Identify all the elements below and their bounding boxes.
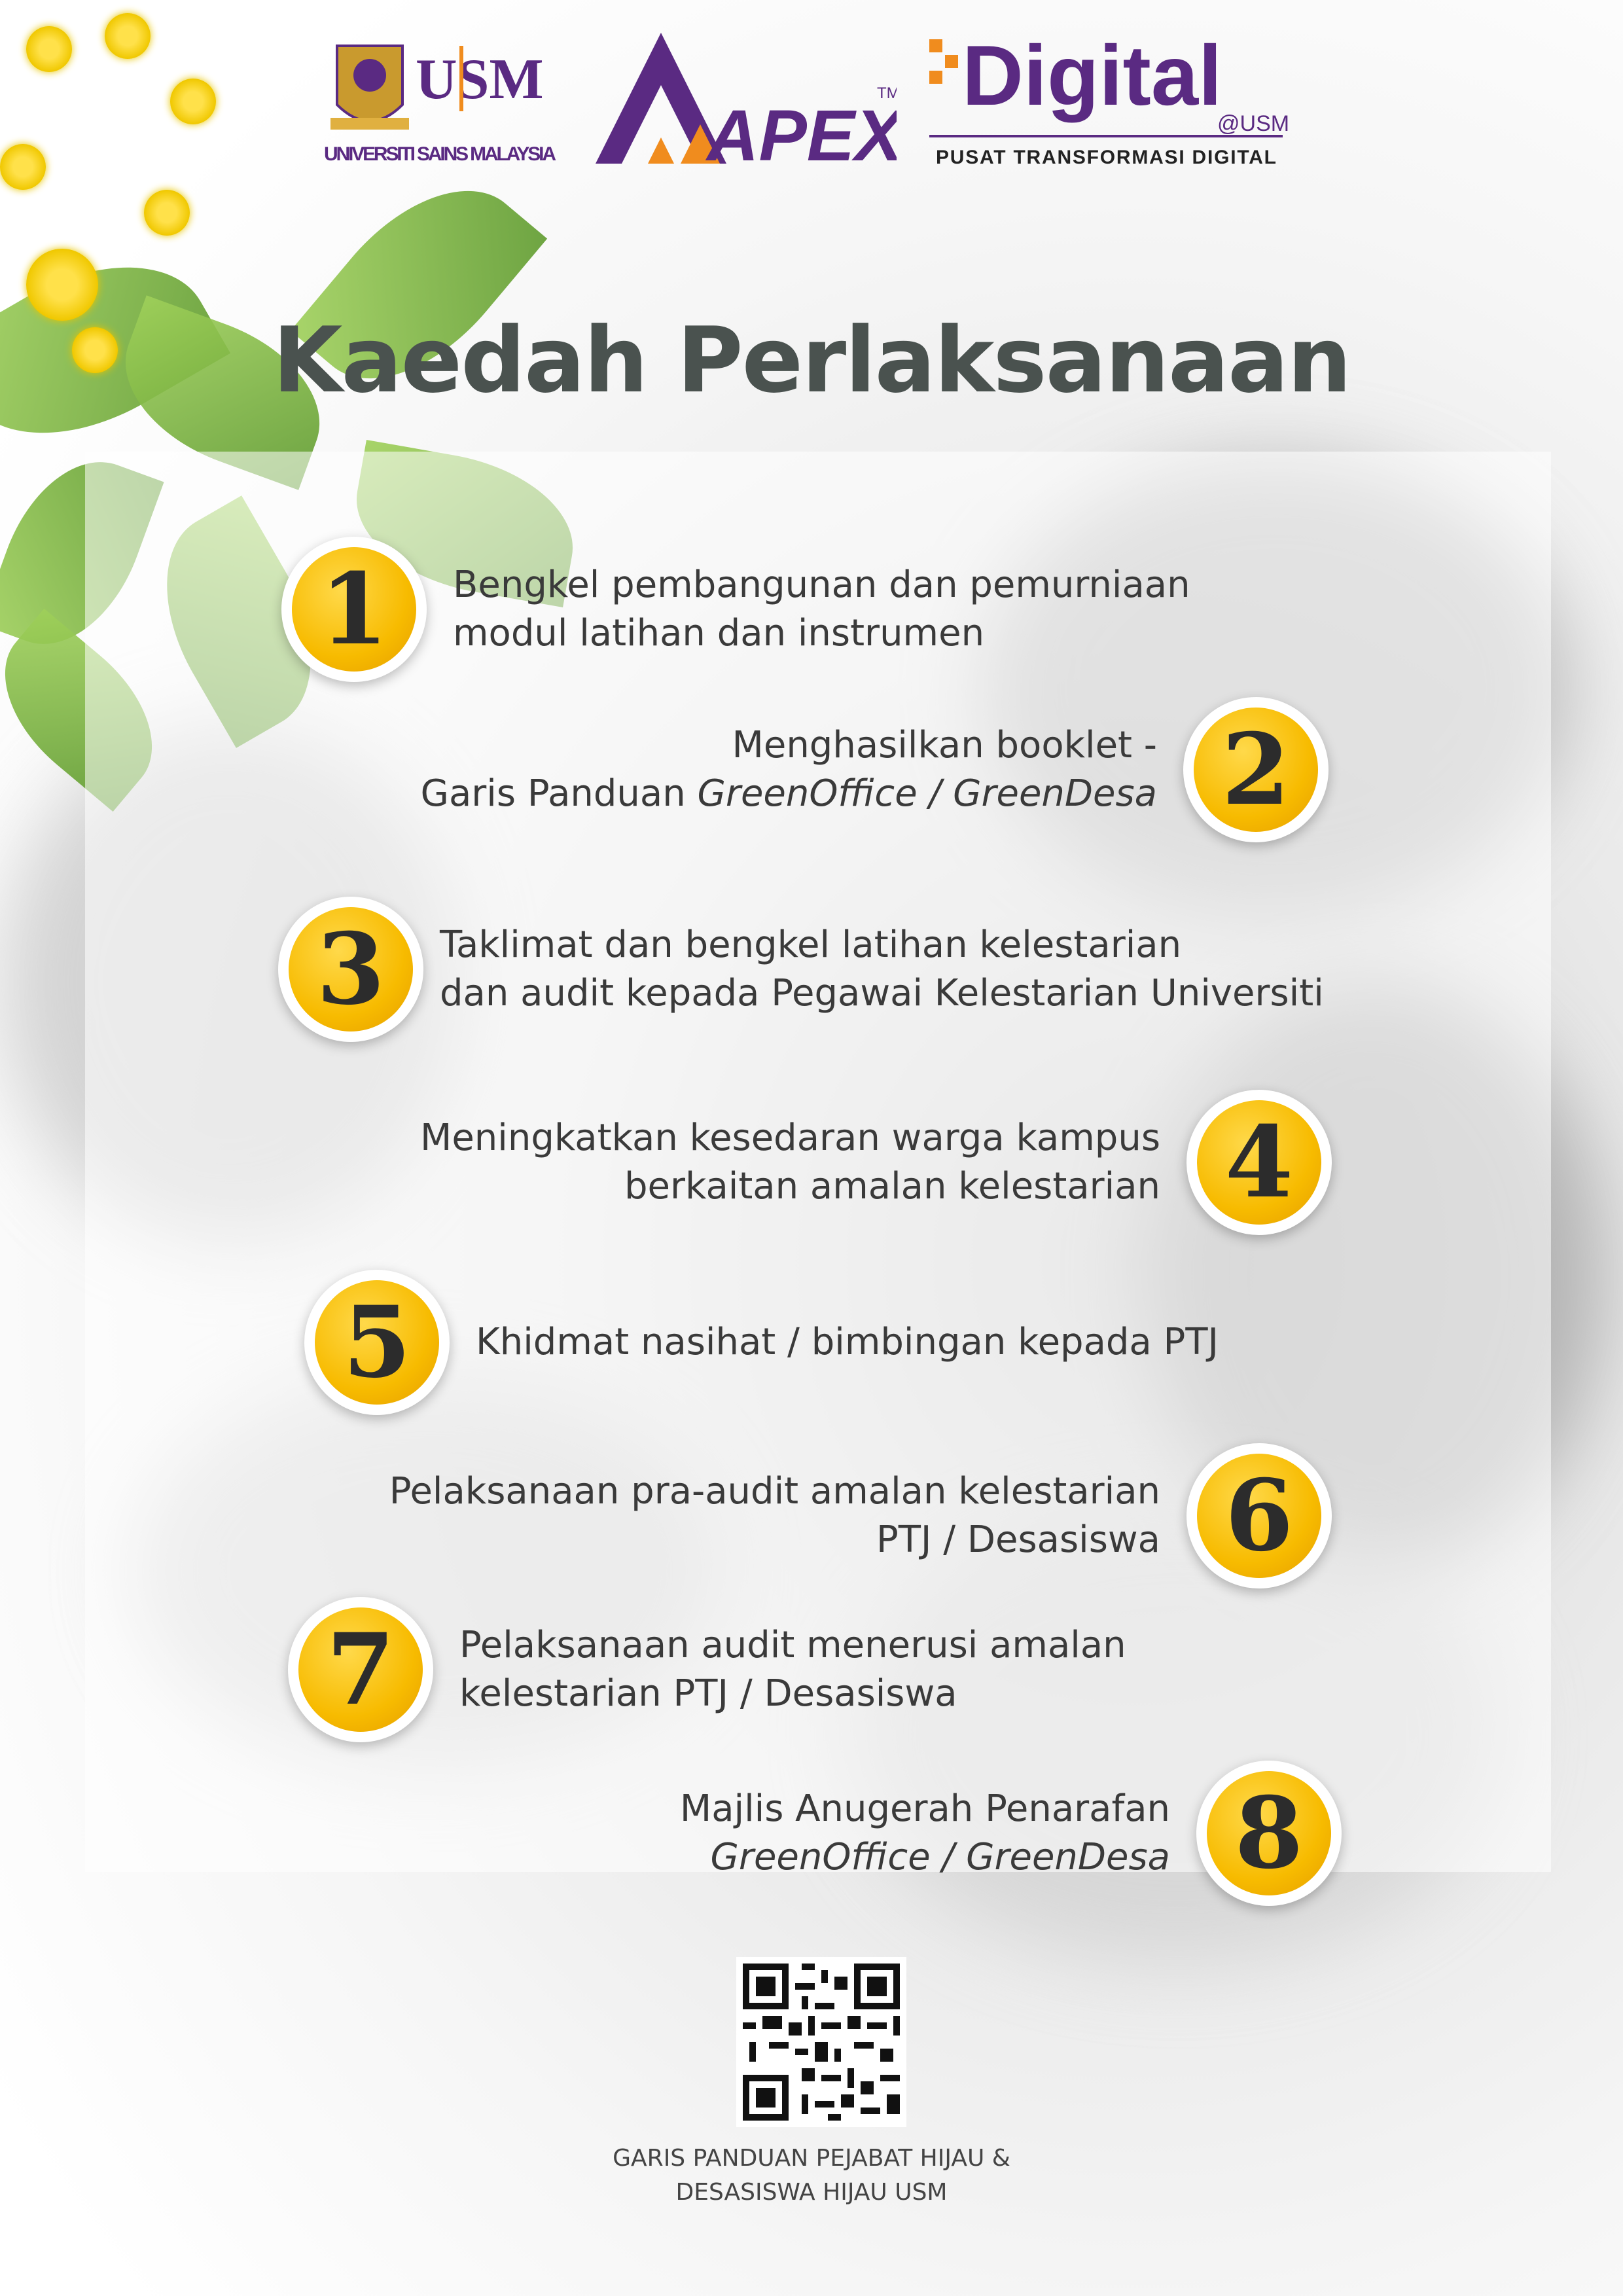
footer-line2: DESASISWA HIJAU USM [675,2179,948,2206]
step-text-line1: Pelaksanaan audit menerusi amalan [459,1624,1126,1666]
step-5 [304,1270,1219,1415]
step-text-italic: GreenOffice / GreenDesa [710,1836,1170,1878]
step-text-plain: Garis Panduan [420,772,698,815]
step-text-line2: berkaitan amalan kelestarian [624,1165,1160,1208]
step-7 [288,1597,1126,1742]
qr-code-icon [736,1957,906,2127]
step-number: 8 [1207,1771,1331,1895]
digital-logo-sub: @USM [1217,111,1290,136]
step-text-line1: Meningkatkan kesedaran warga kampus [420,1117,1160,1159]
step-1 [281,537,1190,682]
step-text [440,921,1324,1018]
step-text [453,561,1190,658]
apex-logo-text: APEX [707,96,897,170]
step-number-badge [278,897,423,1042]
step-number: 1 [292,547,416,672]
digital-logo [929,26,1296,170]
page-title: Kaedah Perlaksanaan [272,308,1351,413]
step-text-line1: Menghasilkan booklet - [732,724,1157,766]
step-text [476,1318,1219,1367]
apex-logo-icon [589,26,897,170]
step-2 [421,697,1329,842]
step-number: 2 [1194,708,1318,832]
step-text-line2: dan audit kepada Pegawai Kelestarian Universiti [440,972,1324,1014]
step-8 [680,1761,1342,1906]
step-6 [389,1443,1332,1588]
digital-logo-text: Digital [962,27,1222,123]
footer-caption [0,2142,1623,2210]
step-text [680,1785,1170,1882]
step-text [421,721,1157,818]
step-text-line2: modul latihan dan instrumen [453,612,985,655]
step-number: 7 [298,1607,423,1732]
step-text-line1: Taklimat dan bengkel latihan kelestarian [440,924,1182,966]
step-number: 5 [315,1280,439,1405]
usm-caption: UNIVERSITI SAINS MALAYSIA [324,143,556,165]
step-number: 3 [289,907,413,1031]
step-number-badge [281,537,427,682]
digital-logo-icon [929,26,1296,170]
step-number-badge [1186,1443,1332,1588]
step-number-badge [1186,1090,1332,1235]
footer-line1: GARIS PANDUAN PEJABAT HIJAU & [613,2145,1010,2172]
step-text [389,1467,1160,1564]
step-text-line2 [421,770,1157,818]
usm-logo [324,26,560,170]
step-number-badge [288,1597,433,1742]
logo-bar [0,20,1623,170]
step-text-line1: Pelaksanaan pra-audit amalan kelestarian [389,1470,1160,1513]
step-number-badge [1183,697,1329,842]
digital-logo-caption: PUSAT TRANSFORMASI DIGITAL [936,147,1276,168]
step-text-line2: kelestarian PTJ / Desasiswa [459,1672,957,1715]
usm-logo-text: USM [416,48,544,111]
step-number: 4 [1197,1100,1321,1225]
step-text-line1: Khidmat nasihat / bimbingan kepada PTJ [476,1321,1219,1363]
flower-decoration [144,190,190,236]
step-number-badge [304,1270,450,1415]
qr-code[interactable] [736,1957,906,2127]
step-4 [420,1090,1332,1235]
apex-logo [589,26,897,170]
step-number: 6 [1197,1454,1321,1578]
apex-tm: TM [877,84,897,102]
step-text [459,1621,1126,1718]
step-3 [278,897,1324,1042]
step-text-line1: Bengkel pembangunan dan pemurniaan [453,564,1190,606]
step-text-line2: PTJ / Desasiswa [876,1518,1160,1561]
step-text [420,1114,1160,1211]
step-text-italic: GreenOffice / GreenDesa [697,772,1157,815]
usm-crest-icon [324,26,560,170]
step-text-line1: Majlis Anugerah Penarafan [679,1787,1170,1830]
step-number-badge [1196,1761,1342,1906]
